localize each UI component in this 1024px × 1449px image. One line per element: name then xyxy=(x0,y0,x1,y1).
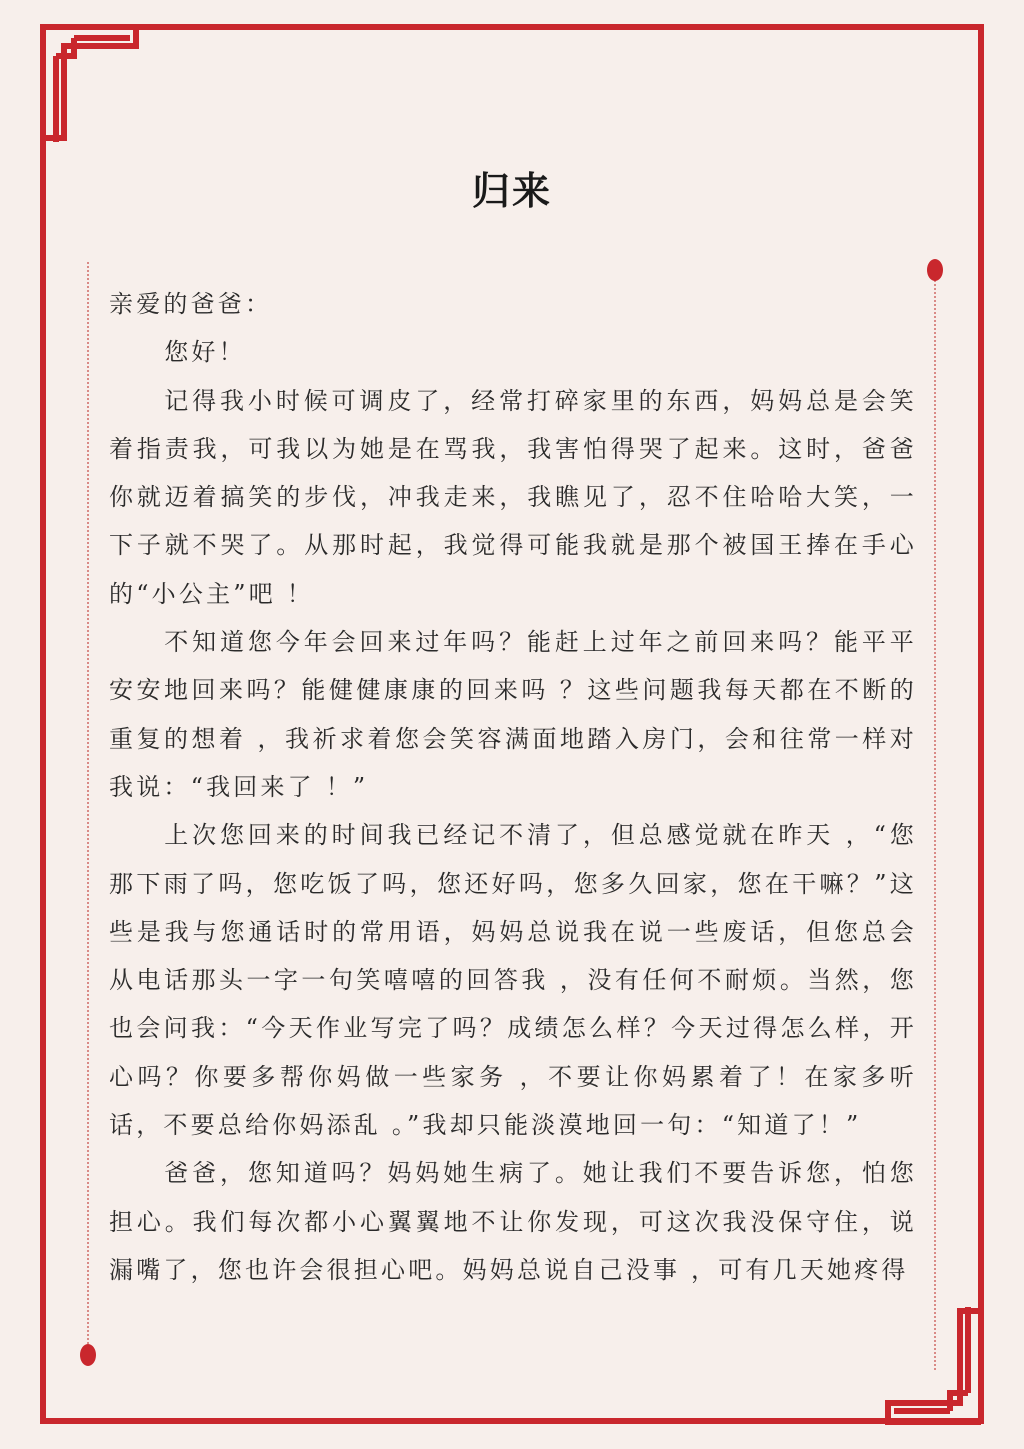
right-red-bead xyxy=(927,259,943,281)
paragraph-3: 不知道您今年会回来过年吗？能赶上过年之前回来吗？能平平安安地回来吗？能健健康康的回来吗 ？这些问题我每天都在不断的重复的想着 ，我祈求着您会笑容满面地踏入房门，会和往常一样对我说：“我回来了 ！” xyxy=(109,628,917,801)
document-title: 归来 xyxy=(471,169,552,213)
paragraph-5: 爸爸，您知道吗？妈妈她生病了。她让我们不要告诉您，怕您担心。我们每次都小心翼翼地不让你发现，可这次我没保守住，说漏嘴了，您也许会很担心吧。妈妈总说自己没事 ，可有几天她疼得 xyxy=(109,1159,917,1284)
paragraph-1: 您好！ xyxy=(164,338,246,367)
paragraph-4: 上次您回来的时间我已经记不清了，但总感觉就在昨天 ，“您那下雨了吗，您吃饭了吗，您还好吗，您多久回家，您在干嘛？”这些是我与您通话时的常用语，妈妈总说我在说一些废话，但您总会从电话那头一字一句笑嘻嘻的回答我 ，没有任何不耐烦。当然，您也会问我：“今天作业写完了吗？成绩怎么样？今天过得怎么样，开心吗？你要多帮你妈做一些家务 ，不要让你妈累着了！在家多听话，不要总给你妈添乱 。”我却只能淡漠地回一句：“知道了！” xyxy=(109,821,917,1140)
right-dotted-line xyxy=(934,280,936,1370)
left-red-bead xyxy=(80,1344,96,1366)
corner-ornament-top-left xyxy=(40,24,140,144)
letter-body xyxy=(109,280,917,1294)
left-dotted-line xyxy=(87,262,89,1352)
paragraph-2: 记得我小时候可调皮了，经常打碎家里的东西，妈妈总是会笑着指责我，可我以为她是在骂我，我害怕得哭了起来。这时，爸爸你就迈着搞笑的步伐，冲我走来，我瞧见了，忍不住哈哈大笑，一下子就不哭了。从那时起，我觉得可能我就是那个被国王捧在手心的“小公主”吧 ！ xyxy=(109,386,917,608)
letter-greeting: 亲爱的爸爸： xyxy=(109,290,273,318)
